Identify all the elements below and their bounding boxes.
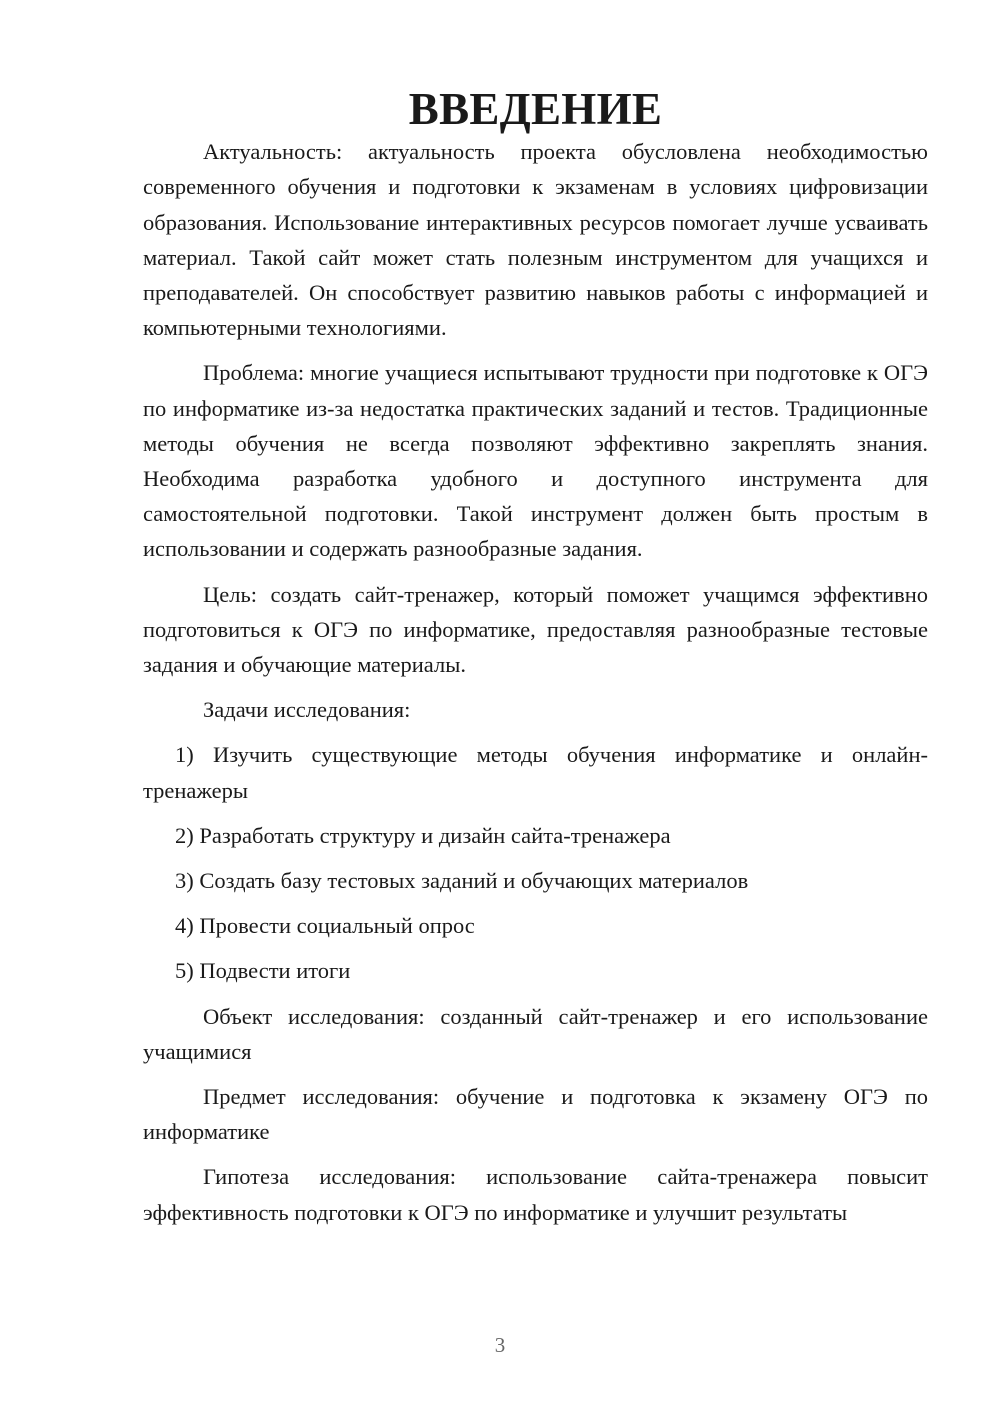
list-item: 3) Создать базу тестовых заданий и обучающих материалов xyxy=(175,868,749,894)
section-title: ВВЕДЕНИЕ xyxy=(408,84,663,134)
list-item: 1) Изучить существующие методы обучения информатике и онлайн-тренажеры xyxy=(143,742,928,803)
list-item: 5) Подвести итоги xyxy=(175,958,351,984)
page-number: 3 xyxy=(494,1333,506,1357)
paragraph-hypothesis: Гипотеза исследования: использование сайта-тренажера повысит эффективность подготовки к ОГЭ по информатике и улучшит результаты xyxy=(143,1164,928,1225)
paragraph-relevance: Актуальность: актуальность проекта обусловлена необходимостью современного обучения и подготовки к экзаменам в условиях цифровизации образования. Использование интерактивных ресурсов помогает лучше усваивать материал. Такой сайт может стать полезным инструментом для учащихся и преподавателей. Он способствует развитию навыков работы с информацией и компьютерными технологиями. xyxy=(143,139,928,341)
paragraph-tasks-heading: Задачи исследования: xyxy=(203,697,411,723)
paragraph-object: Объект исследования: созданный сайт-тренажер и его использование учащимися xyxy=(143,1003,928,1064)
list-item: 2) Разработать структуру и дизайн сайта-тренажера xyxy=(175,822,671,848)
paragraph-subject: Предмет исследования: обучение и подготовка к экзамену ОГЭ по информатике xyxy=(143,1084,928,1145)
paragraph-goal: Цель: создать сайт-тренажер, который поможет учащимся эффективно подготовиться к ОГЭ по информатике, предоставляя разнообразные тестовые задания и обучающие материалы. xyxy=(143,581,928,678)
list-item: 4) Провести социальный опрос xyxy=(175,913,475,939)
document-page xyxy=(143,84,928,1240)
paragraph-problem: Проблема: многие учащиеся испытывают трудности при подготовке к ОГЭ по информатике из-за недостатка практических заданий и тестов. Традиционные методы обучения не всегда позволяют эффективно закреплять знания. Необходима разработка удобного и доступного инструмента для самостоятельной подготовки. Такой инструмент должен быть простым в использовании и содержать разнообразные задания. xyxy=(143,360,928,562)
